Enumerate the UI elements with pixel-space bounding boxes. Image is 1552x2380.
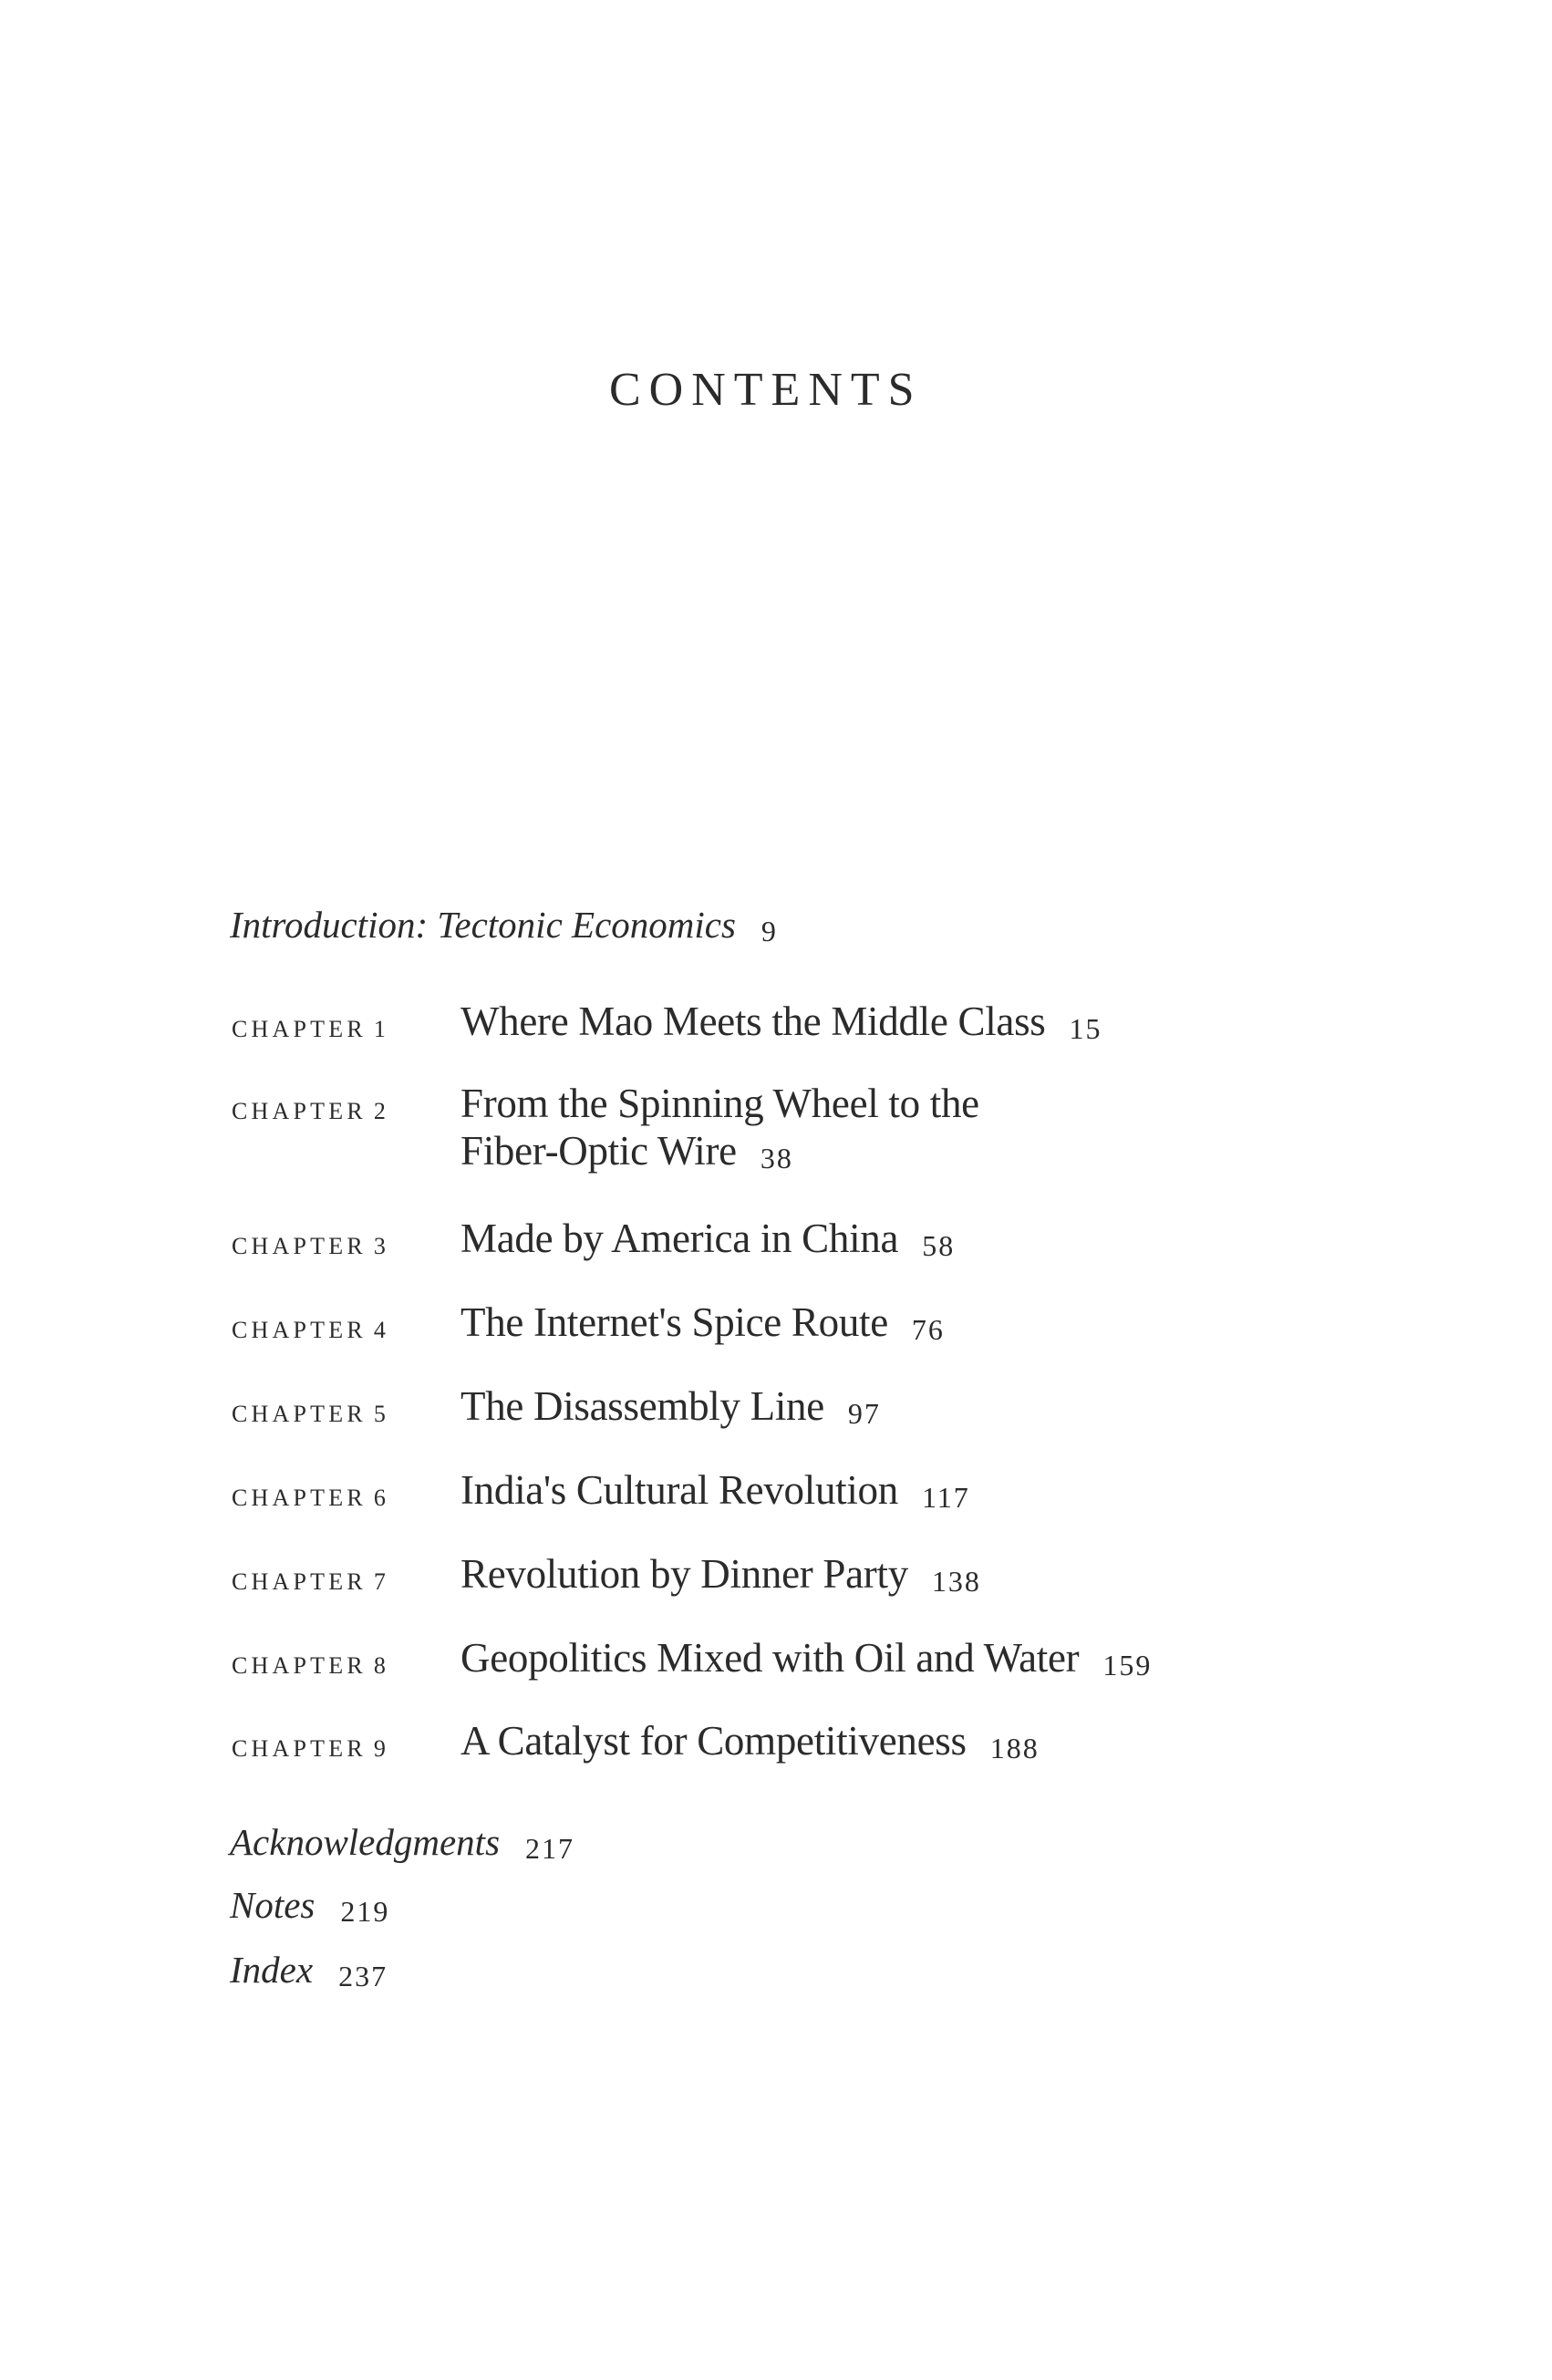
entry-page-number: 219 [340, 1895, 390, 1928]
entry-page-number: 76 [911, 1313, 945, 1346]
chapter-title: Geopolitics Mixed with Oil and Water 159 [460, 1635, 1153, 1682]
toc-entry-acknowledgments[interactable] [230, 1821, 575, 1865]
chapter-label: CHAPTER 4 [232, 1317, 386, 1343]
toc-entry-notes[interactable] [230, 1884, 390, 1928]
chapter-label: CHAPTER 2 [232, 1098, 386, 1124]
entry-page-number: 9 [760, 915, 778, 947]
entry-page-number: 38 [760, 1142, 793, 1174]
entry-page-number: 217 [525, 1832, 575, 1865]
chapter-label: CHAPTER 6 [232, 1485, 386, 1511]
chapter-label: CHAPTER 8 [232, 1652, 386, 1679]
chapter-title: The Internet's Spice Route 76 [460, 1299, 945, 1346]
chapter-title: Revolution by Dinner Party 138 [460, 1551, 981, 1598]
page-title: CONTENTS [609, 364, 923, 416]
entry-title: Notes [230, 1884, 316, 1926]
toc-entry-introduction[interactable] [230, 904, 778, 947]
chapter-label: CHAPTER 7 [232, 1568, 386, 1595]
entry-page-number: 159 [1102, 1649, 1153, 1682]
chapter-label: CHAPTER 9 [232, 1735, 386, 1762]
chapter-title: From the Spinning Wheel to the Fiber-Optic Wire 38 [460, 1081, 979, 1174]
entry-page-number: 138 [931, 1565, 981, 1598]
toc-entry-index[interactable] [230, 1949, 388, 1992]
entry-page-number: 58 [922, 1229, 956, 1262]
chapter-title: Where Mao Meets the Middle Class 15 [460, 999, 1102, 1045]
entry-page-number: 237 [338, 1960, 388, 1992]
chapter-label: CHAPTER 5 [232, 1401, 386, 1427]
entry-title: Index [230, 1949, 314, 1991]
entry-title: Acknowledgments [230, 1821, 501, 1863]
chapter-label: CHAPTER 3 [232, 1233, 386, 1259]
chapter-title: The Disassembly Line 97 [460, 1383, 881, 1430]
chapter-title: A Catalyst for Competitiveness 188 [460, 1718, 1040, 1764]
entry-page-number: 188 [989, 1732, 1040, 1764]
entry-page-number: 97 [847, 1397, 881, 1430]
chapter-title: Made by America in China 58 [460, 1216, 956, 1262]
entry-page-number: 15 [1069, 1012, 1102, 1045]
entry-title: Introduction: Tectonic Economics [230, 904, 736, 946]
chapter-title: India's Cultural Revolution 117 [460, 1467, 970, 1514]
chapter-label: CHAPTER 1 [232, 1016, 386, 1042]
entry-page-number: 117 [921, 1481, 970, 1514]
